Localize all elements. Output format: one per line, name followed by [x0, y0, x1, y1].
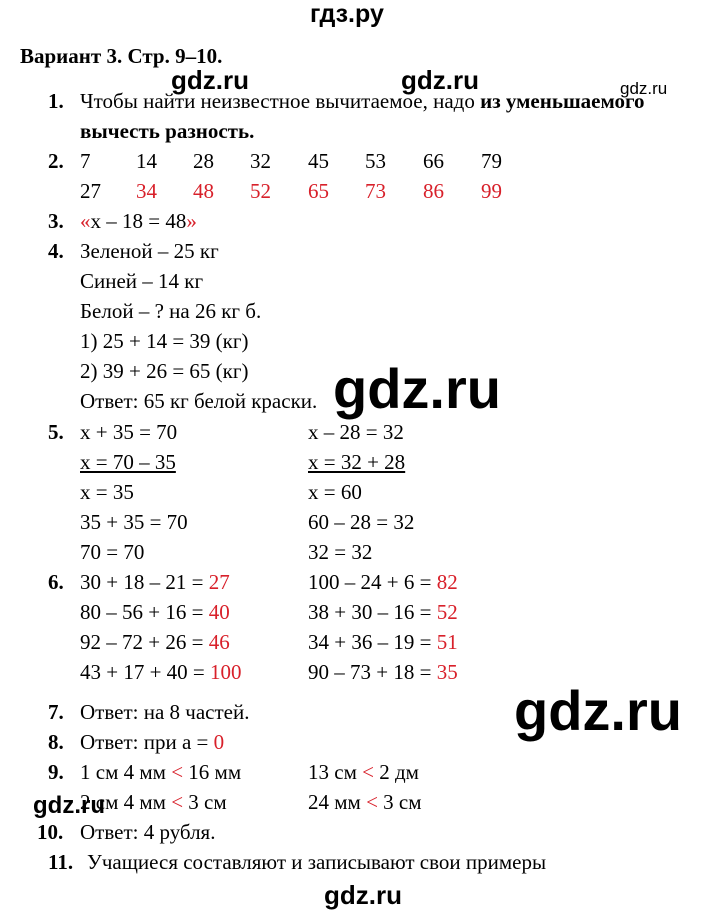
task8-answer: 0	[213, 730, 225, 754]
task-number: 6.	[48, 570, 64, 594]
compare-sign: <	[362, 760, 374, 784]
task5-left: 35 + 35 = 70	[80, 510, 188, 534]
task9-right-row: 24 мм < 3 см	[308, 790, 422, 814]
task1-text: Чтобы найти неизвестное вычитаемое, надо	[80, 89, 481, 113]
task1-line2: вычесть разность.	[80, 119, 255, 143]
watermark: gdz.ru	[514, 679, 682, 742]
task5-right: 60 – 28 = 32	[308, 510, 415, 534]
task3-line	[80, 209, 197, 234]
task2-cell: 7	[80, 149, 91, 173]
task10-line: Ответ: 4 рубля.	[80, 820, 216, 844]
task5-left: x + 35 = 70	[80, 420, 178, 444]
task5-right: 32 = 32	[308, 540, 373, 564]
task-number: 7.	[48, 700, 64, 724]
task6-left-row: 43 + 17 + 40 = 100	[80, 660, 242, 684]
task-number: 9.	[48, 760, 64, 784]
task2-cell: 14	[136, 149, 157, 173]
task2-answer: 52	[250, 179, 271, 203]
task2-cell: 79	[481, 149, 502, 173]
task2-cell: 28	[193, 149, 214, 173]
task2-answer: 99	[481, 179, 502, 203]
compare-sign: <	[366, 790, 378, 814]
task6-answer: 51	[436, 630, 458, 654]
site-header: гдз.ру	[310, 0, 384, 28]
task6-right-row: 38 + 30 – 16 = 52	[308, 600, 458, 624]
task2-answer: 34	[136, 179, 157, 203]
compare-sign: <	[171, 760, 184, 784]
page-title: Вариант 3. Стр. 9–10.	[20, 44, 223, 68]
task5-right: x = 60	[308, 480, 362, 504]
task6-answer: 46	[208, 630, 230, 654]
task2-cell: 45	[308, 149, 329, 173]
task6-right-row: 100 – 24 + 6 = 82	[308, 570, 458, 594]
watermark: gdz.ru	[171, 65, 249, 95]
task5-left: x = 35	[80, 480, 134, 504]
task4-line: Белой – ? на 26 кг б.	[80, 299, 262, 323]
watermark: gdz.ru	[620, 79, 668, 98]
task2-answer: 48	[193, 179, 214, 203]
task5-right: x = 32 + 28	[308, 450, 406, 474]
task4-line: 2) 39 + 26 = 65 (кг)	[80, 359, 249, 383]
task6-answer: 35	[436, 660, 458, 684]
watermark: gdz.ru	[33, 792, 105, 819]
task-number: 10.	[37, 820, 64, 844]
task2-cell: 27	[80, 179, 101, 203]
task9-left-row: 1 см 4 мм < 16 мм	[80, 760, 242, 784]
task6-right-row: 34 + 36 – 19 = 51	[308, 630, 458, 654]
task-number: 5.	[48, 420, 64, 444]
task4-line: 1) 25 + 14 = 39 (кг)	[80, 329, 249, 353]
task9-right-row: 13 см < 2 дм	[308, 760, 419, 784]
task2-cell: 53	[365, 149, 386, 173]
task6-answer: 82	[436, 570, 458, 594]
task5-left: x = 70 – 35	[80, 450, 176, 474]
quote-close: »	[186, 209, 197, 233]
task6-right-row: 90 – 73 + 18 = 35	[308, 660, 458, 684]
task9-left-row: 2 см 4 мм < 3 см	[80, 790, 227, 814]
task2-cell: 66	[423, 149, 444, 173]
compare-sign: <	[171, 790, 184, 814]
watermark: gdz.ru	[401, 65, 479, 95]
task2-answer: 86	[423, 179, 444, 203]
task6-answer: 27	[208, 570, 230, 594]
task-number: 1.	[48, 89, 64, 113]
quote-open: «	[80, 209, 91, 233]
task5-right: x – 28 = 32	[308, 420, 404, 444]
task6-answer: 100	[210, 660, 242, 684]
task6-left-row: 92 – 72 + 26 = 46	[80, 630, 230, 654]
task4-line: Зеленой – 25 кг	[80, 239, 219, 263]
task6-answer: 40	[208, 600, 230, 624]
task7-line: Ответ: на 8 частей.	[80, 700, 250, 724]
task-number: 3.	[48, 209, 64, 233]
task11-line: Учащиеся составляют и записывают свои примеры	[87, 850, 547, 874]
watermark: gdz.ru	[324, 880, 402, 910]
task-number: 8.	[48, 730, 64, 754]
task4-line: Ответ: 65 кг белой краски.	[80, 389, 318, 413]
task-number: 11.	[48, 850, 74, 874]
task2-answer: 73	[365, 179, 386, 203]
task1-bold: из уменьшаемого	[480, 89, 645, 113]
task6-left-row: 30 + 18 – 21 = 27	[80, 570, 230, 594]
task2-answer: 65	[308, 179, 329, 203]
task-number: 4.	[48, 239, 64, 263]
task3-expr: x – 18 = 48	[90, 209, 187, 233]
task8-line: Ответ: при а = 0	[80, 730, 225, 754]
watermark: gdz.ru	[333, 357, 501, 420]
task5-left: 70 = 70	[80, 540, 145, 564]
task1-line1	[80, 89, 645, 114]
task-number: 2.	[48, 149, 64, 173]
task6-left-row: 80 – 56 + 16 = 40	[80, 600, 230, 624]
task2-cell: 32	[250, 149, 271, 173]
task4-line: Синей – 14 кг	[80, 269, 204, 293]
task6-answer: 52	[436, 600, 458, 624]
